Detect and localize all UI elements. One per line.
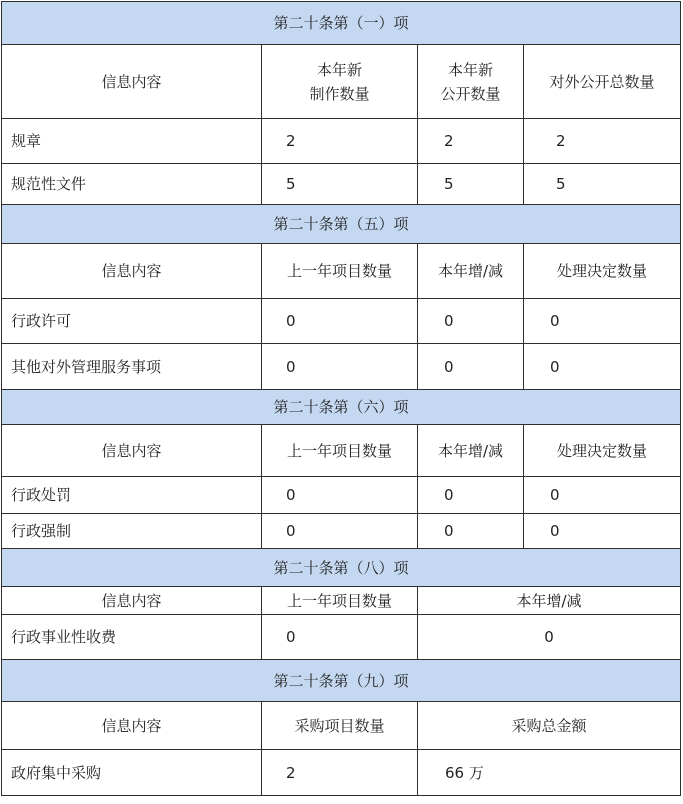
header-info-content: 信息内容: [2, 702, 262, 750]
column-header-row: [2, 702, 681, 750]
cell-value: 5: [418, 164, 524, 205]
header-new-made-count: 本年新 制作数量: [262, 45, 418, 119]
row-label: 行政强制: [2, 514, 262, 549]
cell-value: 0: [418, 477, 524, 514]
section-title: 第二十条第（五）项: [2, 205, 681, 244]
cell-value: 0: [524, 477, 681, 514]
table-row: [2, 514, 681, 549]
section-header-row: [2, 390, 681, 425]
table-row: [2, 750, 681, 796]
cell-value: 2: [418, 119, 524, 164]
header-prev-year-count: 上一年项目数量: [262, 425, 418, 477]
cell-value: 0: [524, 299, 681, 344]
section-title: 第二十条第（一）项: [2, 2, 681, 45]
section-title: 第二十条第（六）项: [2, 390, 681, 425]
section-title: 第二十条第（八）项: [2, 549, 681, 587]
header-prev-year-count: 上一年项目数量: [262, 244, 418, 299]
cell-value: 5: [524, 164, 681, 205]
row-label: 规章: [2, 119, 262, 164]
header-info-content: 信息内容: [2, 45, 262, 119]
cell-value: 0: [524, 344, 681, 390]
table-row: [2, 615, 681, 660]
table-row: [2, 119, 681, 164]
cell-value: 0: [524, 514, 681, 549]
header-year-change: 本年增/减: [418, 425, 524, 477]
row-label: 行政事业性收费: [2, 615, 262, 660]
cell-value: 0: [418, 299, 524, 344]
cell-value: 0: [262, 477, 418, 514]
gov-info-disclosure-table: [1, 1, 681, 796]
cell-value: 66 万: [418, 750, 681, 796]
cell-value: 0: [262, 299, 418, 344]
header-purchase-total-amount: 采购总金额: [418, 702, 681, 750]
table-row: [2, 477, 681, 514]
header-info-content: 信息内容: [2, 587, 262, 615]
section-title: 第二十条第（九）项: [2, 660, 681, 702]
table-row: [2, 299, 681, 344]
header-decision-count: 处理决定数量: [524, 425, 681, 477]
column-header-row: [2, 244, 681, 299]
section-header-row: [2, 660, 681, 702]
header-decision-count: 处理决定数量: [524, 244, 681, 299]
header-purchase-item-count: 采购项目数量: [262, 702, 418, 750]
section-header-row: [2, 205, 681, 244]
cell-value: 0: [418, 615, 681, 660]
column-header-row: [2, 45, 681, 119]
cell-value: 0: [418, 514, 524, 549]
column-header-row: [2, 425, 681, 477]
header-new-published-count: 本年新 公开数量: [418, 45, 524, 119]
cell-value: 0: [262, 514, 418, 549]
column-header-row: [2, 587, 681, 615]
row-label: 政府集中采购: [2, 750, 262, 796]
row-label: 行政处罚: [2, 477, 262, 514]
header-year-change: 本年增/减: [418, 244, 524, 299]
row-label: 行政许可: [2, 299, 262, 344]
cell-value: 0: [418, 344, 524, 390]
cell-value: 0: [262, 344, 418, 390]
table-row: [2, 344, 681, 390]
header-info-content: 信息内容: [2, 244, 262, 299]
header-year-change: 本年增/减: [418, 587, 681, 615]
row-label: 其他对外管理服务事项: [2, 344, 262, 390]
cell-value: 0: [262, 615, 418, 660]
header-info-content: 信息内容: [2, 425, 262, 477]
row-label: 规范性文件: [2, 164, 262, 205]
cell-value: 2: [262, 750, 418, 796]
cell-value: 2: [262, 119, 418, 164]
header-prev-year-count: 上一年项目数量: [262, 587, 418, 615]
table-row: [2, 164, 681, 205]
cell-value: 5: [262, 164, 418, 205]
section-header-row: [2, 2, 681, 45]
section-header-row: [2, 549, 681, 587]
cell-value: 2: [524, 119, 681, 164]
header-total-published: 对外公开总数量: [524, 45, 681, 119]
